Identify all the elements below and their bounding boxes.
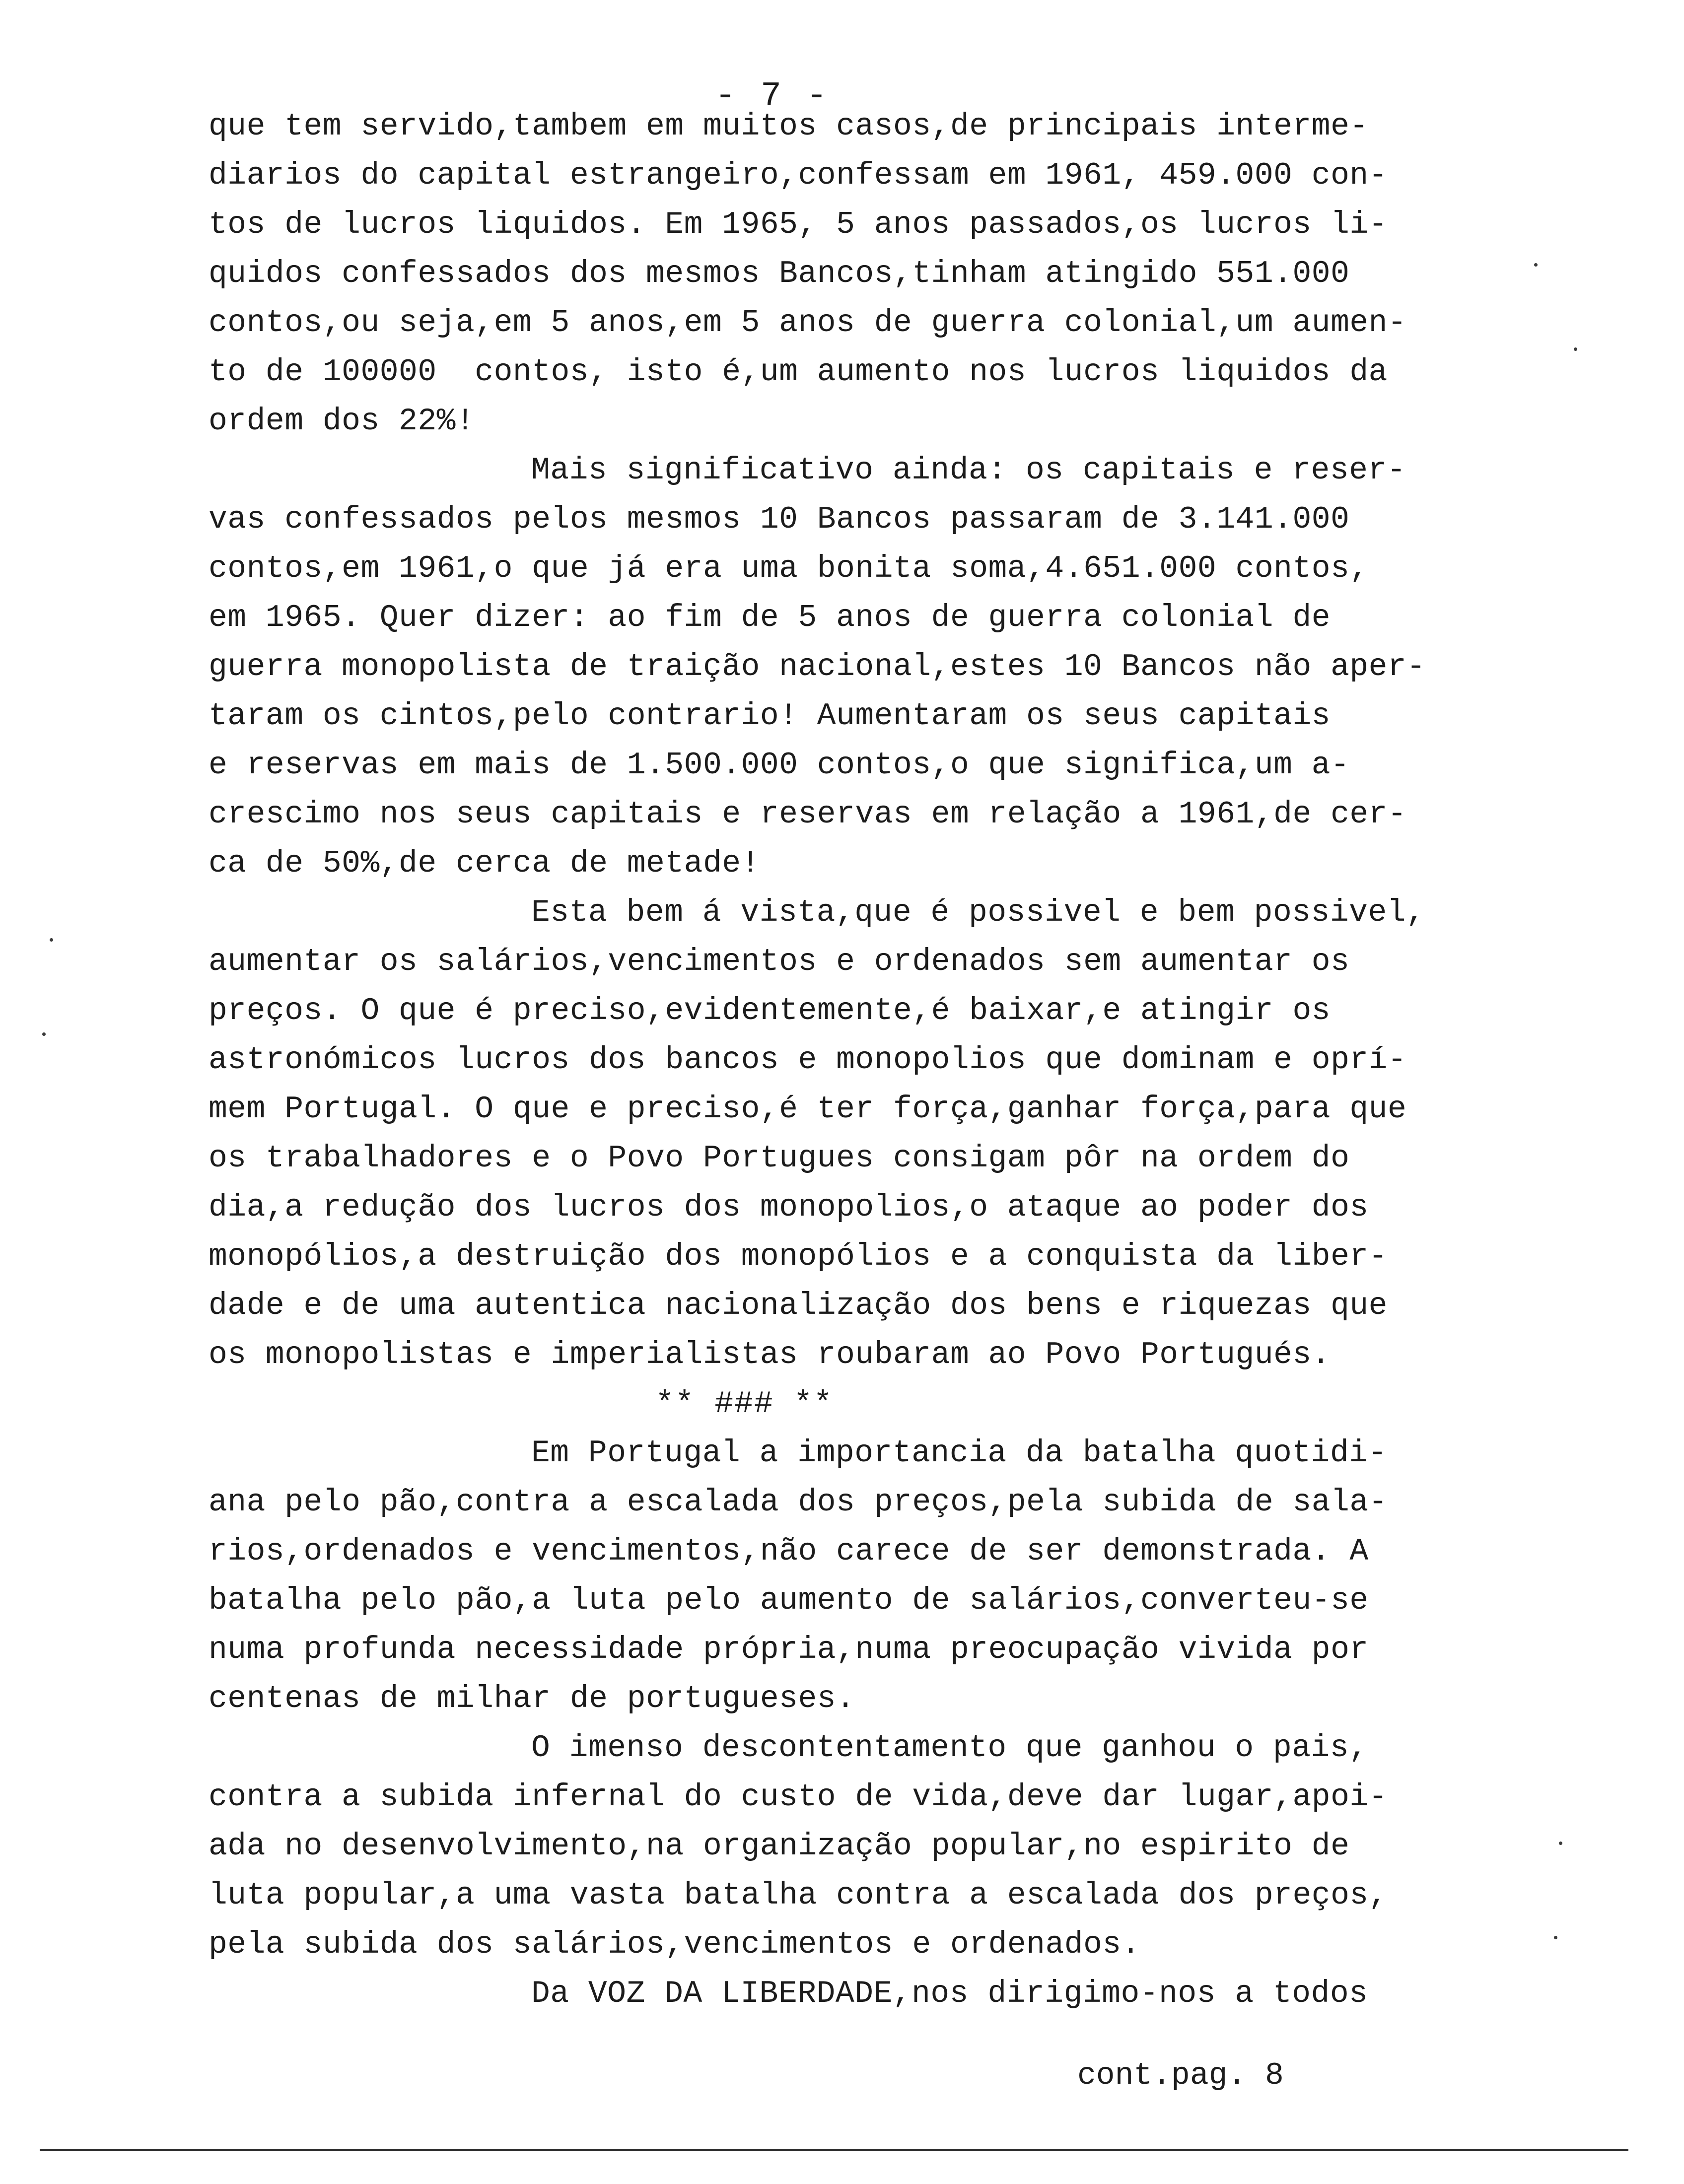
text-line: numa profunda necessidade própria,numa preocupação vivida por — [209, 1632, 1369, 1667]
text-line: batalha pelo pão,a luta pelo aumento de salários,converteu-se — [209, 1583, 1369, 1618]
paragraph-first-line: Esta bem á vista,que é possivel e bem possivel, — [531, 895, 1425, 930]
bottom-rule — [40, 2149, 1628, 2151]
text-line: os trabalhadores e o Povo Portugues consigam pôr na ordem do — [209, 1141, 1350, 1176]
text-line: vas confessados pelos mesmos 10 Bancos passaram de 3.141.000 — [209, 502, 1350, 537]
text-line: ca de 50%,de cerca de metade! — [209, 846, 760, 881]
text-line: ana pelo pão,contra a escalada dos preços,pela subida de sala- — [209, 1485, 1388, 1520]
text-line: os monopolistas e imperialistas roubaram ao Povo Portugués. — [209, 1337, 1331, 1372]
text-line: mem Portugal. O que e preciso,é ter força,ganhar força,para que — [209, 1092, 1407, 1127]
text-line: quidos confessados dos mesmos Bancos,tinham atingido 551.000 — [209, 256, 1350, 291]
text-line: em 1965. Quer dizer: ao fim de 5 anos de guerra colonial de — [209, 600, 1331, 635]
text-line: contos,em 1961,o que já era uma bonita soma,4.651.000 contos, — [209, 551, 1369, 586]
text-line: luta popular,a uma vasta batalha contra a escalada dos preços, — [209, 1878, 1388, 1913]
text-line: guerra monopolista de traição nacional,estes 10 Bancos não aper- — [209, 649, 1426, 684]
continuation-note: cont.pag. 8 — [1077, 2058, 1284, 2093]
text-line: preços. O que é preciso,evidentemente,é baixar,e atingir os — [209, 993, 1331, 1028]
paragraph-first-line: Em Portugal a importancia da batalha quotidi- — [531, 1435, 1387, 1471]
text-line: dade e de uma autentica nacionalização dos bens e riquezas que — [209, 1288, 1388, 1323]
paper-speck — [1559, 1842, 1562, 1845]
paper-speck — [1554, 1936, 1557, 1939]
text-line: aumentar os salários,vencimentos e ordenados sem aumentar os — [209, 944, 1350, 979]
paper-speck — [50, 938, 53, 942]
text-line: ada no desenvolvimento,na organização popular,no espirito de — [209, 1829, 1350, 1864]
text-line: que tem servido,tambem em muitos casos,de principais interme- — [209, 109, 1369, 144]
text-line: contra a subida infernal do custo de vida,deve dar lugar,apoi- — [209, 1779, 1388, 1815]
paragraph-first-line: Mais significativo ainda: os capitais e reser- — [531, 453, 1406, 488]
text-line: e reservas em mais de 1.500.000 contos,o que significa,um a- — [209, 748, 1350, 783]
text-line: centenas de milhar de portugueses. — [209, 1681, 855, 1716]
text-line: crescimo nos seus capitais e reservas em relação a 1961,de cer- — [209, 797, 1407, 832]
paragraph-first-line: Da VOZ DA LIBERDADE,nos dirigimo-nos a todos — [531, 1976, 1368, 2011]
text-line: dia,a redução dos lucros dos monopolios,o ataque ao poder dos — [209, 1190, 1369, 1225]
body-text — [209, 102, 1479, 2018]
paper-speck — [1574, 347, 1577, 351]
text-line: ordem dos 22%! — [209, 404, 475, 439]
paper-speck — [42, 1032, 46, 1036]
section-separator: ** ### ** — [655, 1386, 834, 1422]
text-line: taram os cintos,pelo contrario! Aumentaram os seus capitais — [209, 698, 1331, 734]
text-line: monopólios,a destruição dos monopólios e a conquista da liber- — [209, 1239, 1388, 1274]
page-number: - 7 - — [715, 77, 830, 116]
text-line: pela subida dos salários,vencimentos e ordenados. — [209, 1927, 1141, 1962]
text-line: tos de lucros liquidos. Em 1965, 5 anos passados,os lucros li- — [209, 207, 1388, 242]
text-line: contos,ou seja,em 5 anos,em 5 anos de guerra colonial,um aumen- — [209, 305, 1407, 341]
text-line: astronómicos lucros dos bancos e monopolios que dominam e oprí- — [209, 1042, 1407, 1078]
paper-speck — [1534, 263, 1538, 267]
text-line: rios,ordenados e vencimentos,não carece de ser demonstrada. A — [209, 1534, 1369, 1569]
paragraph-first-line: O imenso descontentamento que ganhou o pais, — [531, 1730, 1368, 1766]
text-line: diarios do capital estrangeiro,confessam em 1961, 459.000 con- — [209, 158, 1388, 193]
text-line: to de 100000 contos, isto é,um aumento nos lucros liquidos da — [209, 354, 1388, 390]
